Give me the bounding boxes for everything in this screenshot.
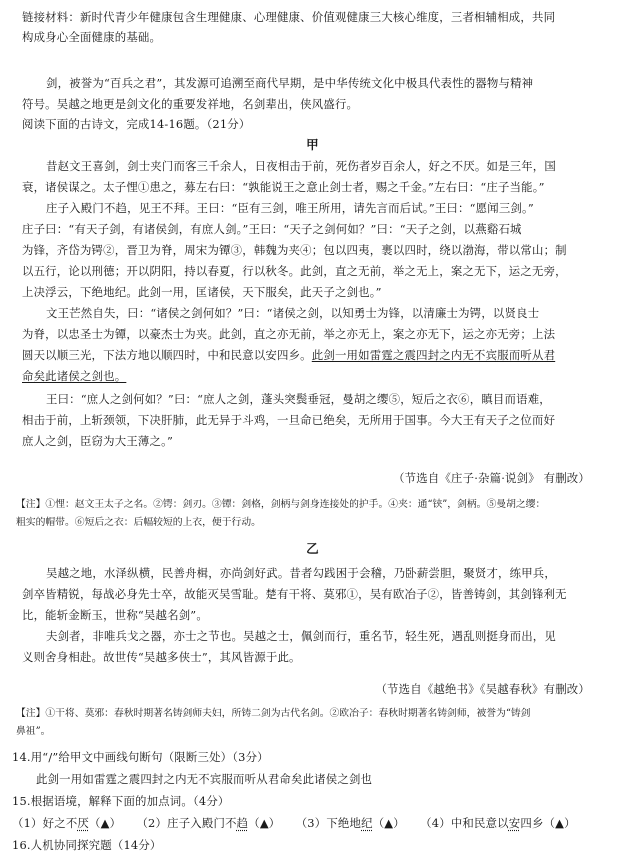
yi-note-line-2: 鼻祖”。 (16, 726, 51, 737)
dotted-word: 安 (508, 816, 521, 830)
q14-sentence: 此剑一用如雷霆之震四封之内无不宾服而听从君命矣此诸侯之剑也 (36, 772, 373, 786)
underlined-sentence-part-2: 命矣此诸侯之剑也。 (22, 369, 127, 383)
jia-note-line-1: 【注】①悝：赵文王太子之名。②锷：剑刃。③镡：剑格，剑柄与剑身连接处的护手。④夹：通“铗”，剑柄。⑤曼胡之缨： (16, 499, 546, 510)
link-material-line-2: 构成身心全面健康的基础。 (22, 30, 162, 44)
yi-line: 义则舍身相赴。故世传“吴越多侠士”，其风皆源于此。 (22, 650, 301, 664)
jia-line: 庶人之剑，臣窃为大王薄之。” (22, 434, 174, 448)
dotted-word: 趋 (236, 816, 249, 830)
jia-line: 衰，诸侯谋之。太子悝①患之，募左右曰：“孰能说王之意止剑士者，赐之千金。”左右曰：“庄子当能。” (22, 180, 545, 194)
jia-line: 为脊，以忠圣士为镡，以豪杰士为夹。此剑，直之亦无前，举之亦无上，案之亦无下，运之亦无旁；上法 (22, 327, 556, 341)
jia-heading: 甲 (306, 137, 319, 152)
link-material-line-1: 链接材料：新时代青少年健康包含生理健康、心理健康、价值观健康三大核心维度，三者相辅相成，共同 (22, 10, 556, 24)
jia-line: 以五行，论以刑德；开以阴阳，持以春夏，行以秋冬。此剑，直之无前，举之无上，案之无下，运之无旁， (22, 264, 567, 278)
yi-note-line-1: 【注】①干将、莫邪：春秋时期著名铸剑师夫妇，所铸二剑为古代名剑。②欧冶子：春秋时期著名铸剑师，被誉为“铸剑 (16, 708, 531, 719)
yi-line: 吴越之地，水泽纵横，民善舟楫，亦尚剑好武。昔者勾践困于会稽，乃卧薪尝胆，聚贤才，练甲兵， (46, 566, 556, 580)
dotted-word: 厌 (77, 816, 90, 830)
q15-item-1: （1）好之不厌（▲） (12, 816, 122, 830)
jia-line-with-underline (22, 348, 625, 362)
yi-line: 比，能斩金断玉，世称“吴越名剑”。 (22, 608, 208, 622)
jia-note-line-2: 粗实的帽带。⑥短后之衣：后幅较短的上衣，便于行动。 (16, 517, 261, 528)
yi-source: （节选自《越绝书》《吴越春秋》有删改） (375, 682, 590, 696)
jia-line: 为锋，齐岱为锷②，晋卫为脊，周宋为镡③，韩魏为夹④；包以四夷，裹以四时，绕以渤海，带以常山；制 (22, 243, 567, 257)
dotted-word: 纪 (361, 816, 373, 830)
jia-line: 文王芒然自失，曰：“诸侯之剑何如？”曰：“诸侯之剑，以知勇士为锋，以清廉士为锷，以贤良士 (46, 306, 540, 320)
jia-line: 上决浮云，下绝地纪。此剑一用，匡诸侯，天下服矣，此天子之剑也。” (22, 285, 382, 299)
yi-line: 剑卒皆精锐，每战必身先士卒，故能灭吴雪耻。楚有干将、莫邪①，吴有欧冶子②，皆善铸剑，其剑锋利无 (22, 587, 567, 601)
q15-item-3: （3）下绝地纪（▲） (295, 816, 405, 830)
q15-title: 15.根据语境，解释下面的加点词。（4分） (12, 794, 230, 808)
reading-prompt: 阅读下面的古诗文，完成14-16题。（21分） (22, 117, 251, 131)
jia-line-underlined (22, 369, 625, 383)
jia-line-text: 圆天以顺三光，下法方地以顺四时，中和民意以安四乡。 (22, 348, 312, 362)
underlined-sentence-part-1: 此剑一用如雷霆之震四封之内无不宾服而听从君 (311, 348, 556, 362)
yi-line: 夫剑者，非唯兵戈之器，亦士之节也。吴越之士，佩剑而行，重名节，轻生死，遇乱则挺身而出，见 (46, 629, 556, 643)
jia-line: 相击于前，上斩颈领，下决肝肺，此无异于斗鸡，一旦命已绝矣，无所用于国事。今大王有天子之位而好 (22, 413, 556, 427)
q15-item-4: （4）中和民意以安四乡（▲） (420, 816, 576, 830)
yi-heading: 乙 (306, 541, 319, 556)
intro-line-1: 剑，被誉为“百兵之君”，其发源可追溯至商代早期，是中华传统文化中极具代表性的器物与精神 (46, 76, 534, 90)
jia-line: 庄子入殿门不趋，见王不拜。王曰：“臣有三剑，唯王所用，请先言而后试。”王曰：“愿闻三剑。” (46, 201, 534, 215)
q16-title: 16.人机协同探究题（14分） (12, 838, 162, 852)
jia-source: （节选自《庄子·杂篇·说剑》 有删改） (393, 471, 590, 485)
q14-title: 14.用“/”给甲文中画线句断句（限断三处）（3分） (12, 750, 269, 764)
jia-line: 昔赵文王喜剑，剑士夹门而客三千余人，日夜相击于前，死伤者岁百余人，好之不厌。如是三年，国 (46, 159, 556, 173)
q15-items (12, 816, 625, 830)
q15-item-2: （2）庄子入殿门不趋（▲） (136, 816, 281, 830)
intro-line-2: 符号。吴越之地更是剑文化的重要发祥地，名剑辈出，侠风盛行。 (22, 97, 359, 111)
jia-line: 庄子曰：“有天子剑，有诸侯剑，有庶人剑。”王曰：“天子之剑何如？”曰：“天子之剑，以燕谿石城 (22, 222, 522, 236)
jia-line: 王曰：“庶人之剑何如？”曰：“庶人之剑，蓬头突鬓垂冠，曼胡之缨⑤，短后之衣⑥，瞋目而语难， (46, 392, 551, 406)
